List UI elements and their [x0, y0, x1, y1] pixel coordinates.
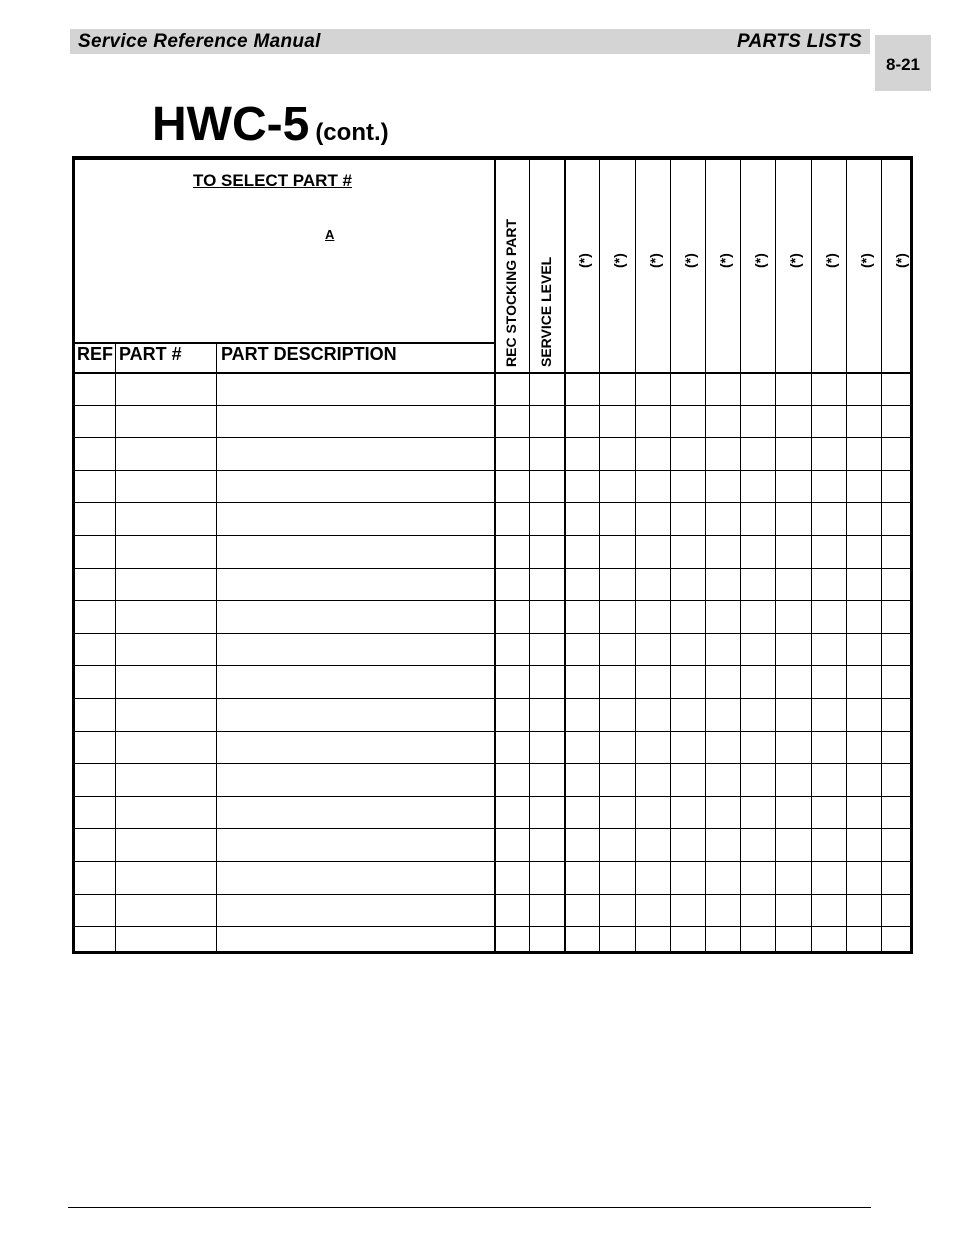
option-column-header: (*)	[611, 253, 627, 268]
part-number-column-header: PART #	[119, 344, 182, 364]
column-divider	[811, 160, 812, 951]
service-level-column-header: SERVICE LEVEL	[538, 256, 554, 367]
row-divider	[75, 535, 910, 536]
option-column-header: (*)	[717, 253, 733, 268]
column-divider	[216, 342, 217, 951]
page-title	[152, 97, 389, 152]
option-column-header: (*)	[682, 253, 698, 268]
row-divider	[75, 763, 910, 764]
part-description-column-header: PART DESCRIPTION	[221, 344, 397, 364]
parts-table	[72, 156, 913, 954]
column-divider	[115, 342, 116, 951]
row-divider	[75, 633, 910, 634]
column-divider	[635, 160, 636, 951]
header-bar	[70, 29, 870, 54]
column-divider	[564, 160, 566, 951]
option-column-header: (*)	[893, 253, 909, 268]
option-column-header: (*)	[752, 253, 768, 268]
manual-title: Service Reference Manual	[78, 31, 321, 52]
model-title: HWC-5	[152, 98, 310, 151]
row-divider	[75, 470, 910, 471]
row-divider	[75, 796, 910, 797]
column-divider	[775, 160, 776, 951]
row-divider	[75, 828, 910, 829]
row-divider	[75, 600, 910, 601]
select-part-title: TO SELECT PART #	[193, 171, 353, 190]
rec-stocking-part-column-header: REC STOCKING PART	[503, 218, 519, 367]
row-divider	[75, 405, 910, 406]
row-divider	[75, 568, 910, 569]
ref-column-header: REF	[77, 344, 113, 364]
row-divider	[75, 731, 910, 732]
option-column-header: (*)	[787, 253, 803, 268]
page-tab	[875, 35, 931, 91]
row-divider	[75, 437, 910, 438]
option-column-header: (*)	[576, 253, 592, 268]
page-number: 8-21	[885, 55, 921, 74]
row-divider	[75, 502, 910, 503]
column-divider	[494, 160, 496, 951]
column-divider	[881, 160, 882, 951]
option-column-header: (*)	[823, 253, 839, 268]
row-divider	[75, 894, 910, 895]
row-divider	[75, 861, 910, 862]
column-divider	[705, 160, 706, 951]
row-divider	[75, 698, 910, 699]
column-divider	[529, 160, 530, 951]
header-divider	[75, 342, 494, 344]
select-option: A	[325, 227, 335, 242]
section-title: PARTS LISTS	[736, 31, 862, 52]
option-column-header: (*)	[647, 253, 663, 268]
row-divider	[75, 665, 910, 666]
row-divider	[75, 926, 910, 927]
footer-rule	[68, 1207, 871, 1208]
column-divider	[740, 160, 741, 951]
option-column-header: (*)	[858, 253, 874, 268]
header-bottom-rule	[75, 372, 910, 374]
column-divider	[670, 160, 671, 951]
column-divider	[599, 160, 600, 951]
title-continued: (cont.)	[315, 119, 389, 146]
column-divider	[846, 160, 847, 951]
